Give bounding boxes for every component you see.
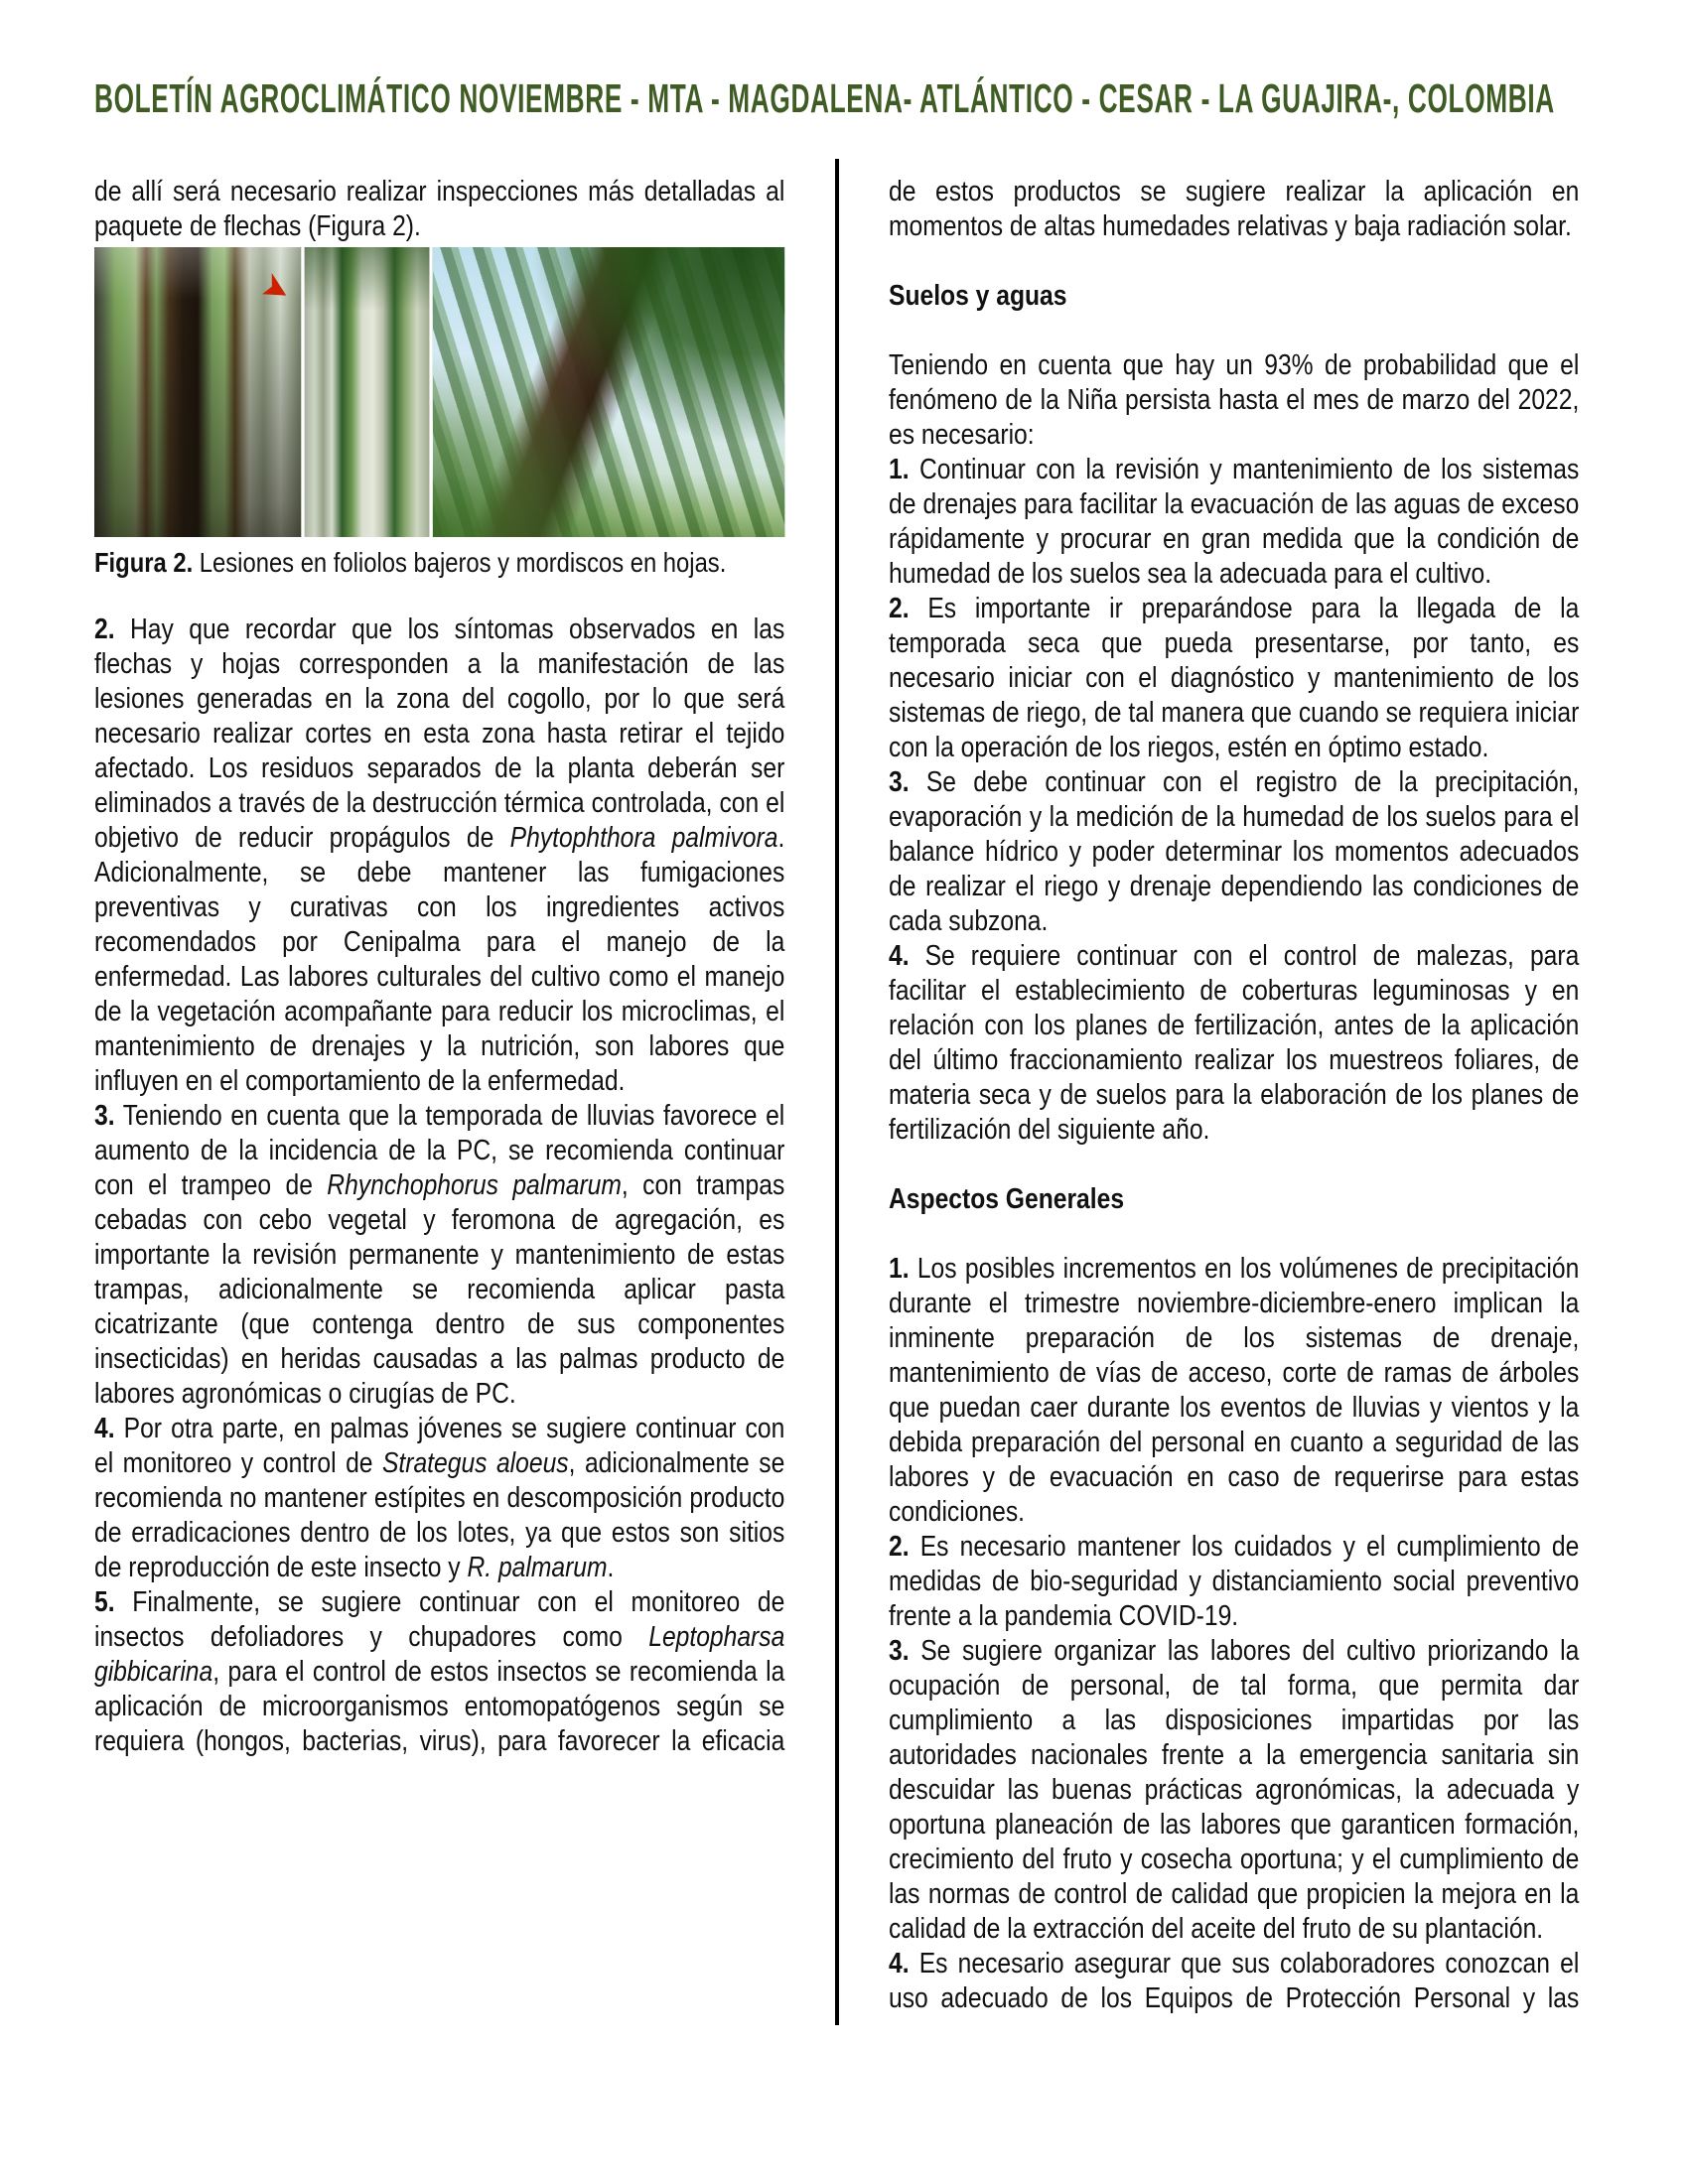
continuation-paragraph: de estos productos se sugiere realizar la aplicación en momentos de altas humedades relativas y baja radiación solar. [889,176,1580,242]
heading-aspectos-generales: Aspectos Generales [889,1183,1125,1215]
right-column [889,175,1579,2016]
heading-suelos-y-aguas: Suelos y aguas [889,280,1067,312]
palm-leaflets-closeup-photo [305,247,429,537]
page-title: BOLETÍN AGROCLIMÁTICO NOVIEMBRE - MTA - MAGDALENA- ATLÁNTICO - CESAR - LA GUAJIRA-, COLOMBIA [94,75,1555,121]
figure-2 [94,247,784,580]
soils-intro: Teniendo en cuenta que hay un 93% de probabilidad que el fenómeno de la Niña persista hasta el mes de marzo del 2022, es necesario: [889,349,1580,451]
palm-frond-sky-photo [433,247,785,537]
general-item-3: 3. Se sugiere organizar las labores del cultivo priorizando la ocupación de personal, de tal forma, que permita dar cumplimiento a las disposiciones impartidas por las autoridades nacionales frente a la emergencia sanitaria sin descuidar las buenas prácticas agronómicas, la adecuada y oportuna planeación de las labores que garanticen formación, crecimiento del fruto y cosecha oportuna; y el cumplimiento de las normas de control de calidad que propicien la mejora en la calidad de la extracción del aceite del fruto de su plantación. [889,1635,1580,1945]
page-header [94,75,1688,122]
general-item-1: 1. Los posibles incrementos en los volúmenes de precipitación durante el trimestre noviembre-diciembre-enero implican la inminente preparación de los sistemas de drenaje, mantenimiento de vías de acceso, corte de ramas de árboles que puedan caer durante los eventos de lluvias y vientos y la debida preparación del personal en cuanto a seguridad de las labores y de evacuación en caso de requerirse para estas condiciones. [889,1253,1580,1528]
soils-item-1: 1. Continuar con la revisión y mantenimiento de los sistemas de drenajes para facilitar la evacuación de las aguas de exceso rápidamente y procurar en gran medida que la condición de humedad de los suelos sea la adecuada para el cultivo. [889,454,1580,590]
left-column [94,175,784,1759]
soils-item-3: 3. Se debe continuar con el registro de la precipitación, evaporación y la medición de la humedad de los suelos para el balance hídrico y poder determinar los momentos adecuados de realizar el riego y drenaje dependiendo las condiciones de cada subzona. [889,766,1580,937]
figure-2-caption: Figura 2. Lesiones en foliolos bajeros y mordiscos en hojas. [94,547,727,578]
paragraph-3: 3. Teniendo en cuenta que la temporada de lluvias favorece el aumento de la incidencia de la PC, se recomienda continuar con el trampeo de Rhynchophorus palmarum, con trampas cebadas con cebo vegetal y feromona de agregación, es importante la revisión permanente y mantenimiento de estas trampas, adicionalmente se recomienda aplicar pasta cicatrizante (que contenga dentro de sus componentes insecticidas) en heridas causadas a las palmas producto de labores agronómicas o cirugías de PC. [94,1100,785,1410]
paragraph-4: 4. Por otra parte, en palmas jóvenes se sugiere continuar con el monitoreo y control de Strategus aloeus, adicionalmente se recomienda no mantener estípites en descomposición producto de erradicaciones dentro de los lotes, ya que estos son sitios de reproducción de este insecto y R. palmarum. [94,1413,785,1583]
intro-paragraph: de allí será necesario realizar inspecciones más detalladas al paquete de flechas (Figura 2). [94,176,785,242]
general-item-4: 4. Es necesario asegurar que sus colaboradores conozcan el uso adecuado de los Equipos de Protección Personal y las [889,1948,1580,2014]
soils-item-4: 4. Se requiere continuar con el control de malezas, para facilitar el establecimiento de coberturas leguminosas y en relación con los planes de fertilización, antes de la aplicación del último fraccionamiento realizar los muestreos foliares, de materia seca y de suelos para la elaboración de los planes de fertilización del siguiente año. [889,940,1580,1146]
soils-item-2: 2. Es importante ir preparándose para la llegada de la temporada seca que pueda presentarse, por tanto, es necesario iniciar con el diagnóstico y mantenimiento de los sistemas de riego, de tal manera que cuando se requiera iniciar con la operación de los riegos, estén en óptimo estado. [889,593,1580,763]
paragraph-2: 2. Hay que recordar que los síntomas observados en las flechas y hojas corresponden a la manifestación de las lesiones generadas en la zona del cogollo, por lo que será necesario realizar cortes en esta zona hasta retirar el tejido afectado. Los residuos separados de la planta deberán ser eliminados a través de la destrucción térmica controlada, con el objetivo de reducir propágulos de Phytophthora palmivora. Adicionalmente, se debe mantener las fumigaciones preventivas y curativas con los ingredientes activos recomendados por Cenipalma para el manejo de la enfermedad. Las labores culturales del cultivo como el manejo de la vegetación acompañante para reducir los microclimas, el mantenimiento de drenajes y la nutrición, son labores que influyen en el comportamiento de la enfermedad. [94,614,785,1097]
figure-2-photos [94,247,784,537]
general-item-2: 2. Es necesario mantener los cuidados y el cumplimiento de medidas de bio-seguridad y distanciamiento social preventivo frente a la pandemia COVID-19. [889,1531,1580,1632]
palm-spear-lesions-photo [94,247,302,537]
column-divider [835,159,839,2025]
red-arrow-icon: ➤ [255,263,296,316]
paragraph-5: 5. Finalmente, se sugiere continuar con el monitoreo de insectos defoliadores y chupadores como Leptopharsa gibbicarina, para el control de estos insectos se recomienda la aplicación de microorganismos entomopatógenos según se requiera (hongos, bacterias, virus), para favorecer la eficacia [94,1586,785,1757]
